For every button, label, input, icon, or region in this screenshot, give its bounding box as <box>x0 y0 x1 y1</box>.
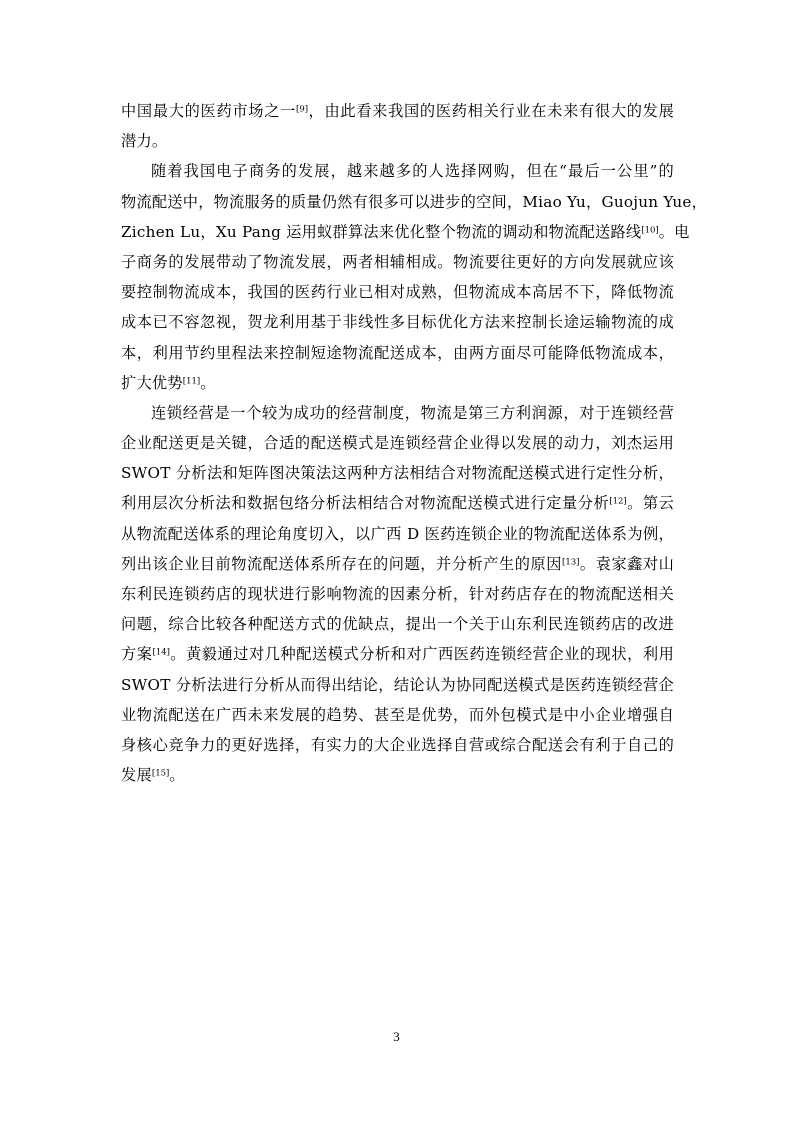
text-run: 企业配送更是关键，合适的配送模式是连锁经营企业得以发展的动力，刘杰运用 <box>121 434 674 453</box>
text-line <box>121 760 674 790</box>
text-line <box>121 639 674 669</box>
text-run: SWOT 分析法进行分析从而得出结论，结论认为协同配送模式是医药连锁经营企 <box>121 675 674 694</box>
citation-reference: [10] <box>641 225 659 236</box>
citation-reference: [13] <box>562 557 580 568</box>
page-number: 3 <box>393 1029 400 1044</box>
text-line <box>121 549 674 579</box>
text-line <box>121 670 674 700</box>
text-line <box>121 428 674 458</box>
text-run: ，由此看来我国的医药相关行业在未来有很大的发展 <box>308 102 675 120</box>
text-run: 成本已不容忽视，贺龙利用基于非线性多目标优化方法来控制长途运输物流的成 <box>121 313 674 332</box>
text-run: 随着我国电子商务的发展，越来越多的人选择网购，但在“最后一公里”的 <box>151 162 674 181</box>
text-run: 。第云 <box>626 494 675 513</box>
text-line <box>121 519 674 549</box>
text-run: 列出该企业目前物流配送体系所存在的问题，并分析产生的原因 <box>121 554 563 573</box>
text-line <box>121 730 674 760</box>
citation-reference: [11] <box>182 376 201 387</box>
text-run: 。袁家鑫对山 <box>579 554 675 573</box>
text-run: 东利民连锁药店的现状进行影响物流的因素分析，针对药店存在的物流配送相关 <box>121 585 674 603</box>
text-run: 。电 <box>658 222 690 241</box>
citation-reference: [12] <box>609 496 627 507</box>
body-text <box>121 96 708 790</box>
text-run: 发展 <box>121 766 152 785</box>
paragraph <box>121 96 674 156</box>
text-line <box>121 187 708 217</box>
citation-reference: [9] <box>296 104 309 115</box>
paragraph <box>121 398 674 790</box>
text-line <box>121 126 674 156</box>
text-run: 。 <box>169 766 185 785</box>
text-run: 本，利用节约里程法来控制短途物流配送成本，由两方面尽可能降低物流成本， <box>121 343 674 362</box>
citation-reference: [14] <box>152 647 170 658</box>
text-run: 身核心竞争力的更好选择，有实力的大企业选择自营或综合配送会有利于自己的 <box>121 735 674 754</box>
paragraph <box>121 156 708 398</box>
text-run: 业物流配送在广西未来发展的趋势、甚至是优势，而外包模式是中小企业增强自 <box>121 705 674 724</box>
text-line <box>121 579 674 609</box>
text-run: 问题，综合比较各种配送方式的优缺点，提出一个关于山东利民连锁药店的改进 <box>121 615 674 634</box>
text-run: 潜力。 <box>121 132 168 151</box>
text-line <box>121 609 674 639</box>
text-run: Zichen Lu，Xu Pang 运用蚁群算法来优化整个物流的调动和物流配送路线 <box>121 222 642 241</box>
text-run: 。 <box>200 373 216 392</box>
text-line <box>121 277 674 307</box>
text-line <box>121 488 674 518</box>
text-run: 从物流配送体系的理论角度切入，以广西 D 医药连锁企业的物流配送体系为例， <box>121 524 674 543</box>
text-run: 子商务的发展带动了物流发展，两者相辅相成。物流要往更好的方向发展就应该 <box>121 252 674 271</box>
text-line <box>121 247 674 277</box>
text-line <box>121 96 674 126</box>
text-run: 。黄毅通过对几种配送模式分析和对广西医药连锁经营企业的现状，利用 <box>169 645 675 664</box>
text-run: 物流配送中，物流服务的质量仍然有很多可以进步的空间，Miao Yu，Guojun Yue， <box>121 192 708 211</box>
text-line <box>121 700 674 730</box>
text-run: 要控制物流成本，我国的医药行业已相对成熟，但物流成本高居不下，降低物流 <box>121 283 674 302</box>
text-run: 利用层次分析法和数据包络分析法相结合对物流配送模式进行定量分析 <box>121 494 610 513</box>
text-run: 连锁经营是一个较为成功的经营制度，物流是第三方利润源，对于连锁经营 <box>151 403 674 422</box>
text-run: 中国最大的医药市场之一 <box>121 102 297 120</box>
text-line <box>121 368 674 398</box>
citation-reference: [15] <box>151 768 170 779</box>
text-run: 方案 <box>121 645 153 664</box>
text-line <box>121 338 674 368</box>
text-run: SWOT 分析法和矩阵图决策法这两种方法相结合对物流配送模式进行定性分析， <box>121 464 674 483</box>
text-run: 扩大优势 <box>121 373 183 392</box>
text-line <box>121 458 674 488</box>
text-line <box>121 307 674 337</box>
text-line <box>121 398 674 428</box>
text-line <box>121 156 674 186</box>
text-line <box>121 217 690 247</box>
